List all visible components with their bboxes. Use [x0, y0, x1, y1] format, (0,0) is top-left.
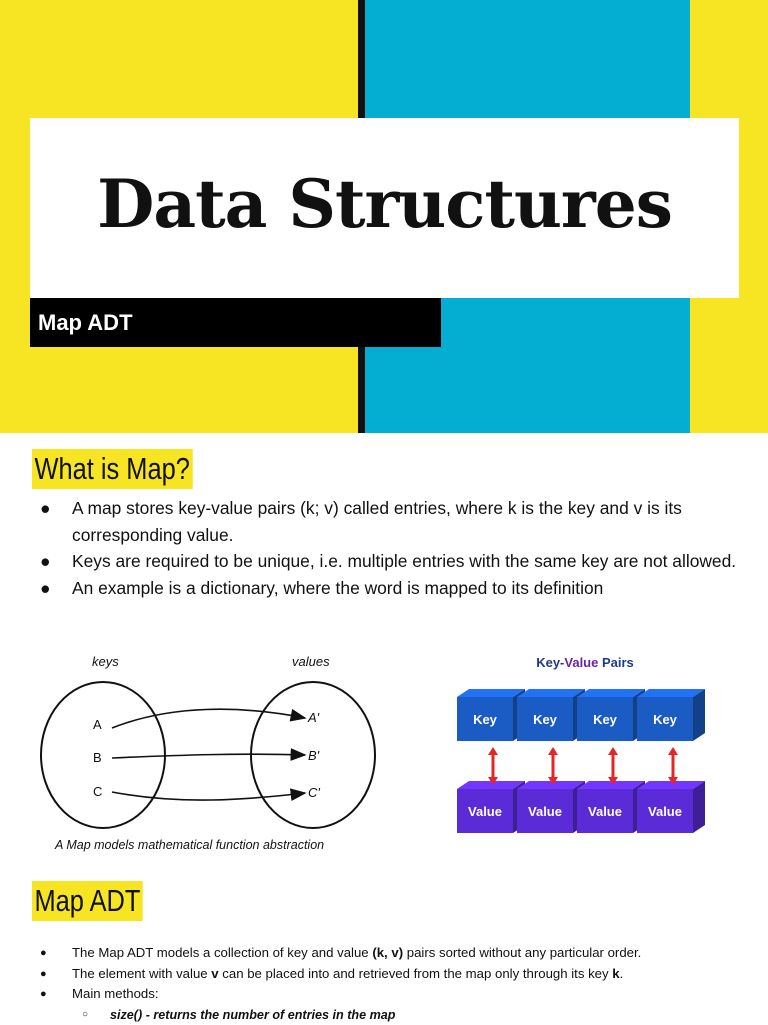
page-subtitle: Map ADT [38, 298, 133, 347]
section-heading-map-adt: Map ADT [32, 881, 143, 921]
bullet-icon: ● [40, 943, 47, 964]
subtitle-bar [30, 298, 441, 347]
key-item: A [93, 717, 102, 732]
value-cube-label: Value [528, 804, 562, 819]
key-item: C [93, 784, 102, 799]
bullet-icon: ● [40, 984, 47, 1005]
list-item: ● An example is a dictionary, where the word is mapped to its definition [40, 575, 740, 602]
diagram-title-key: Key- [536, 655, 564, 670]
diagram-caption: A Map models mathematical function abstraction [54, 838, 324, 852]
key-cube-top [457, 689, 525, 697]
bullet-icon: ● [40, 964, 47, 985]
function-mapping-diagram [30, 645, 400, 860]
value-item: A' [307, 710, 320, 725]
pair-arrow-head-up [548, 747, 558, 755]
list-item: ● The element with value v can be placed into and retrieved from the map only through its key k. [40, 964, 760, 985]
value-cube-top [637, 781, 705, 789]
section-heading-what-is-map: What is Map? [32, 449, 192, 489]
bullet-icon: ● [40, 495, 51, 522]
value-cube-label: Value [468, 804, 502, 819]
key-item: B [93, 750, 102, 765]
title-box [30, 118, 739, 298]
value-cube-top [577, 781, 645, 789]
value-item: B' [308, 748, 320, 763]
circle-bullet-icon: ○ [82, 1005, 88, 1025]
key-cube-label: Key [473, 712, 498, 727]
value-item: C' [308, 785, 320, 800]
pair-arrow-head-up [668, 747, 678, 755]
page-title: Data Structures [30, 114, 739, 294]
mapping-arrow [112, 792, 305, 800]
values-label: values [292, 654, 330, 669]
value-cube-top [517, 781, 585, 789]
list-item: ● The Map ADT models a collection of key and value (k, v) pairs sorted without any particular order. [40, 943, 760, 964]
value-cube-top [457, 781, 525, 789]
key-cube-top [517, 689, 585, 697]
list-item: ● Main methods: [40, 984, 760, 1005]
keys-set-ellipse [41, 682, 165, 828]
value-cube-label: Value [588, 804, 622, 819]
keys-label: keys [92, 654, 119, 669]
diagram-title-value: Value [564, 655, 598, 670]
mapping-arrow [112, 754, 305, 758]
pair-arrow-head-up [608, 747, 618, 755]
key-value-pairs-diagram [448, 645, 723, 850]
svg-text:Key-Value Pairs [536, 655, 634, 670]
diagram-title-pairs: Pairs [598, 655, 633, 670]
key-cube-top [637, 689, 705, 697]
mapping-arrow [112, 709, 305, 728]
map-adt-list [40, 943, 760, 1025]
key-cube-label: Key [593, 712, 618, 727]
key-cube-label: Key [533, 712, 558, 727]
bullet-icon: ● [40, 575, 51, 602]
value-cube-side [693, 781, 705, 833]
what-is-map-list [40, 495, 740, 601]
key-cube-label: Key [653, 712, 678, 727]
list-item: ● Keys are required to be unique, i.e. multiple entries with the same key are not allowed. [40, 548, 740, 575]
key-cube-side [693, 689, 705, 741]
bullet-icon: ● [40, 548, 51, 575]
key-cube-top [577, 689, 645, 697]
pair-arrow-head-up [488, 747, 498, 755]
title-banner [0, 0, 768, 433]
list-item: ○ size() - returns the number of entries in the map [40, 1005, 760, 1025]
list-item: ● A map stores key-value pairs (k; v) called entries, where k is the key and v is its corresponding value. [40, 495, 740, 548]
value-cube-label: Value [648, 804, 682, 819]
